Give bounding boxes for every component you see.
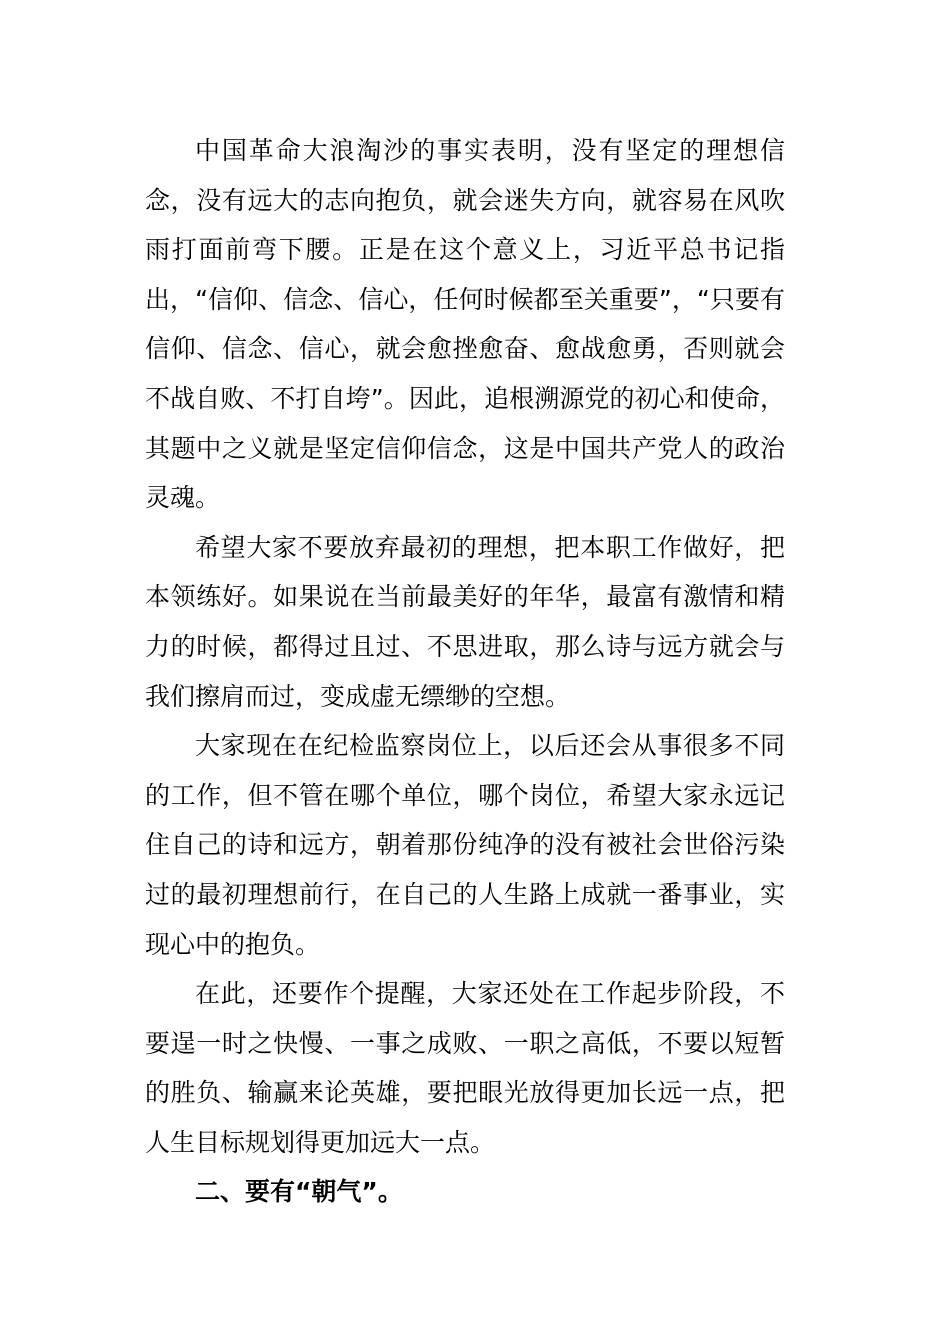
document-body	[145, 126, 785, 1217]
paragraph-keep-first-ideal: 希望大家不要放弃最初的理想，把本职工作做好，把本领练好。如果说在当前最美好的年华，最富有激情和精力的时候，都得过且过、不思进取，那么诗与远方就会与我们擦肩而过，变成虚无缥缈的空想。	[145, 532, 785, 711]
paragraph-remember-aspirations: 大家现在在纪检监察岗位上，以后还会从事很多不同的工作，但不管在哪个单位，哪个岗位，希望大家永远记住自己的诗和远方，朝着那份纯净的没有被社会世俗污染过的最初理想前行，在自己的人生路上成就一番事业，实现心中的抱负。	[145, 731, 785, 959]
section-heading: 二、要有“朝气”。	[195, 1177, 403, 1207]
paragraph-ideals-faith: 中国革命大浪淘沙的事实表明，没有坚定的理想信念，没有远大的志向抱负，就会迷失方向，就容易在风吹雨打面前弯下腰。正是在这个意义上，习近平总书记指出，“信仰、信念、信心，任何时候都至关重要”，“只要有信仰、信念、信心，就会愈挫愈奋、愈战愈勇，否则就会不战自败、不打自垮”。因此，追根溯源党的初心和使命，其题中之义就是坚定信仰信念，这是中国共产党人的政治灵魂。	[145, 136, 785, 513]
paragraph-reminder: 在此，还要作个提醒，大家还处在工作起步阶段，不要逞一时之快慢、一事之成败、一职之高低，不要以短暂的胜负、输赢来论英雄，要把眼光放得更加长远一点，把人生目标规划得更加远大一点。	[145, 979, 785, 1157]
